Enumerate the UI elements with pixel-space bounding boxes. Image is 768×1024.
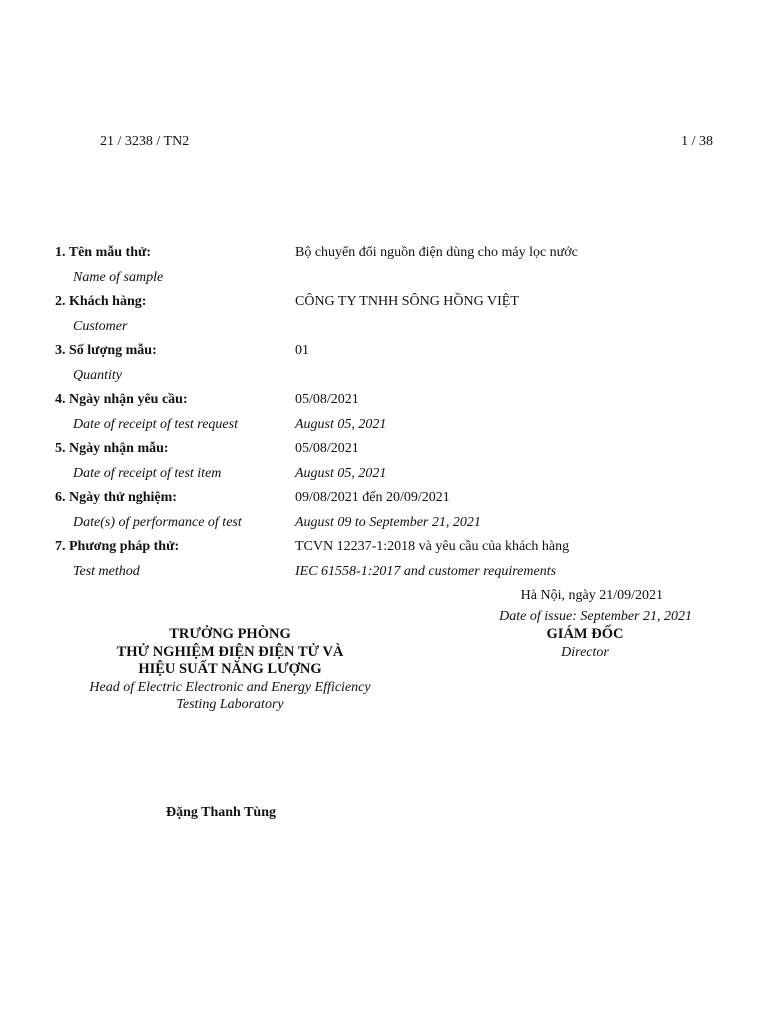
field-value-test-method: TCVN 12237-1:2018 và yêu cầu của khách hàng [295,539,570,554]
signatory-title-line1: TRƯỞNG PHÒNG [169,626,291,642]
field-label-en-customer: Customer [73,319,128,334]
field-label-test-method: 7. Phương pháp thử: [55,539,180,554]
signature-block-left [55,626,405,713]
director-title: GIÁM ĐỐC [546,626,624,642]
field-label-en-item-date: Date of receipt of test item [73,466,222,481]
field-label-item-date: 5. Ngày nhận mẫu: [55,441,169,456]
signature-block-right [505,626,665,661]
issue-date-en: Date of issue: September 21, 2021 [499,609,692,624]
issue-place-date: Hà Nội, ngày 21/09/2021 [520,588,663,603]
field-label-request-date: 4. Ngày nhận yêu cầu: [55,392,188,407]
field-label-en-sample-name: Name of sample [73,270,164,285]
field-label-test-dates: 6. Ngày thử nghiệm: [55,490,177,505]
signatory-title-line3: HIỆU SUẤT NĂNG LƯỢNG [138,661,322,677]
field-value-quantity: 01 [295,343,309,358]
field-value-en-item-date: August 05, 2021 [295,466,387,481]
signer-name: Đặng Thanh Tùng [166,805,276,820]
field-value-en-test-method: IEC 61558-1:2017 and customer requirements [295,564,557,579]
field-label-en-test-method: Test method [73,564,140,579]
report-number: 21 / 3238 / TN2 [100,134,190,149]
field-value-en-test-dates: August 09 to September 21, 2021 [295,515,481,530]
field-label-quantity: 3. Số lượng mẫu: [55,343,157,358]
field-value-sample-name: Bộ chuyển đổi nguồn điện dùng cho máy lọc nước [295,245,578,260]
field-label-customer: 2. Khách hàng: [55,294,147,309]
signatory-title-line2: THỬ NGHIỆM ĐIỆN ĐIỆN TỬ VÀ [116,643,344,660]
field-label-en-quantity: Quantity [73,368,122,383]
director-title-en: Director [561,644,609,660]
field-value-item-date: 05/08/2021 [295,441,359,456]
signatory-title-en-line1: Head of Electric Electronic and Energy Efficiency [89,679,371,695]
field-value-en-request-date: August 05, 2021 [295,417,387,432]
field-value-request-date: 05/08/2021 [295,392,359,407]
field-value-test-dates: 09/08/2021 đến 20/09/2021 [295,490,450,505]
field-value-customer: CÔNG TY TNHH SÔNG HỒNG VIỆT [295,294,519,309]
signatory-title-en-line2: Testing Laboratory [176,696,284,712]
field-label-en-test-dates: Date(s) of performance of test [73,515,242,530]
page-indicator: 1 / 38 [681,134,713,149]
field-label-en-request-date: Date of receipt of test request [73,417,238,432]
field-label-sample-name: 1. Tên mẫu thử: [55,245,152,260]
